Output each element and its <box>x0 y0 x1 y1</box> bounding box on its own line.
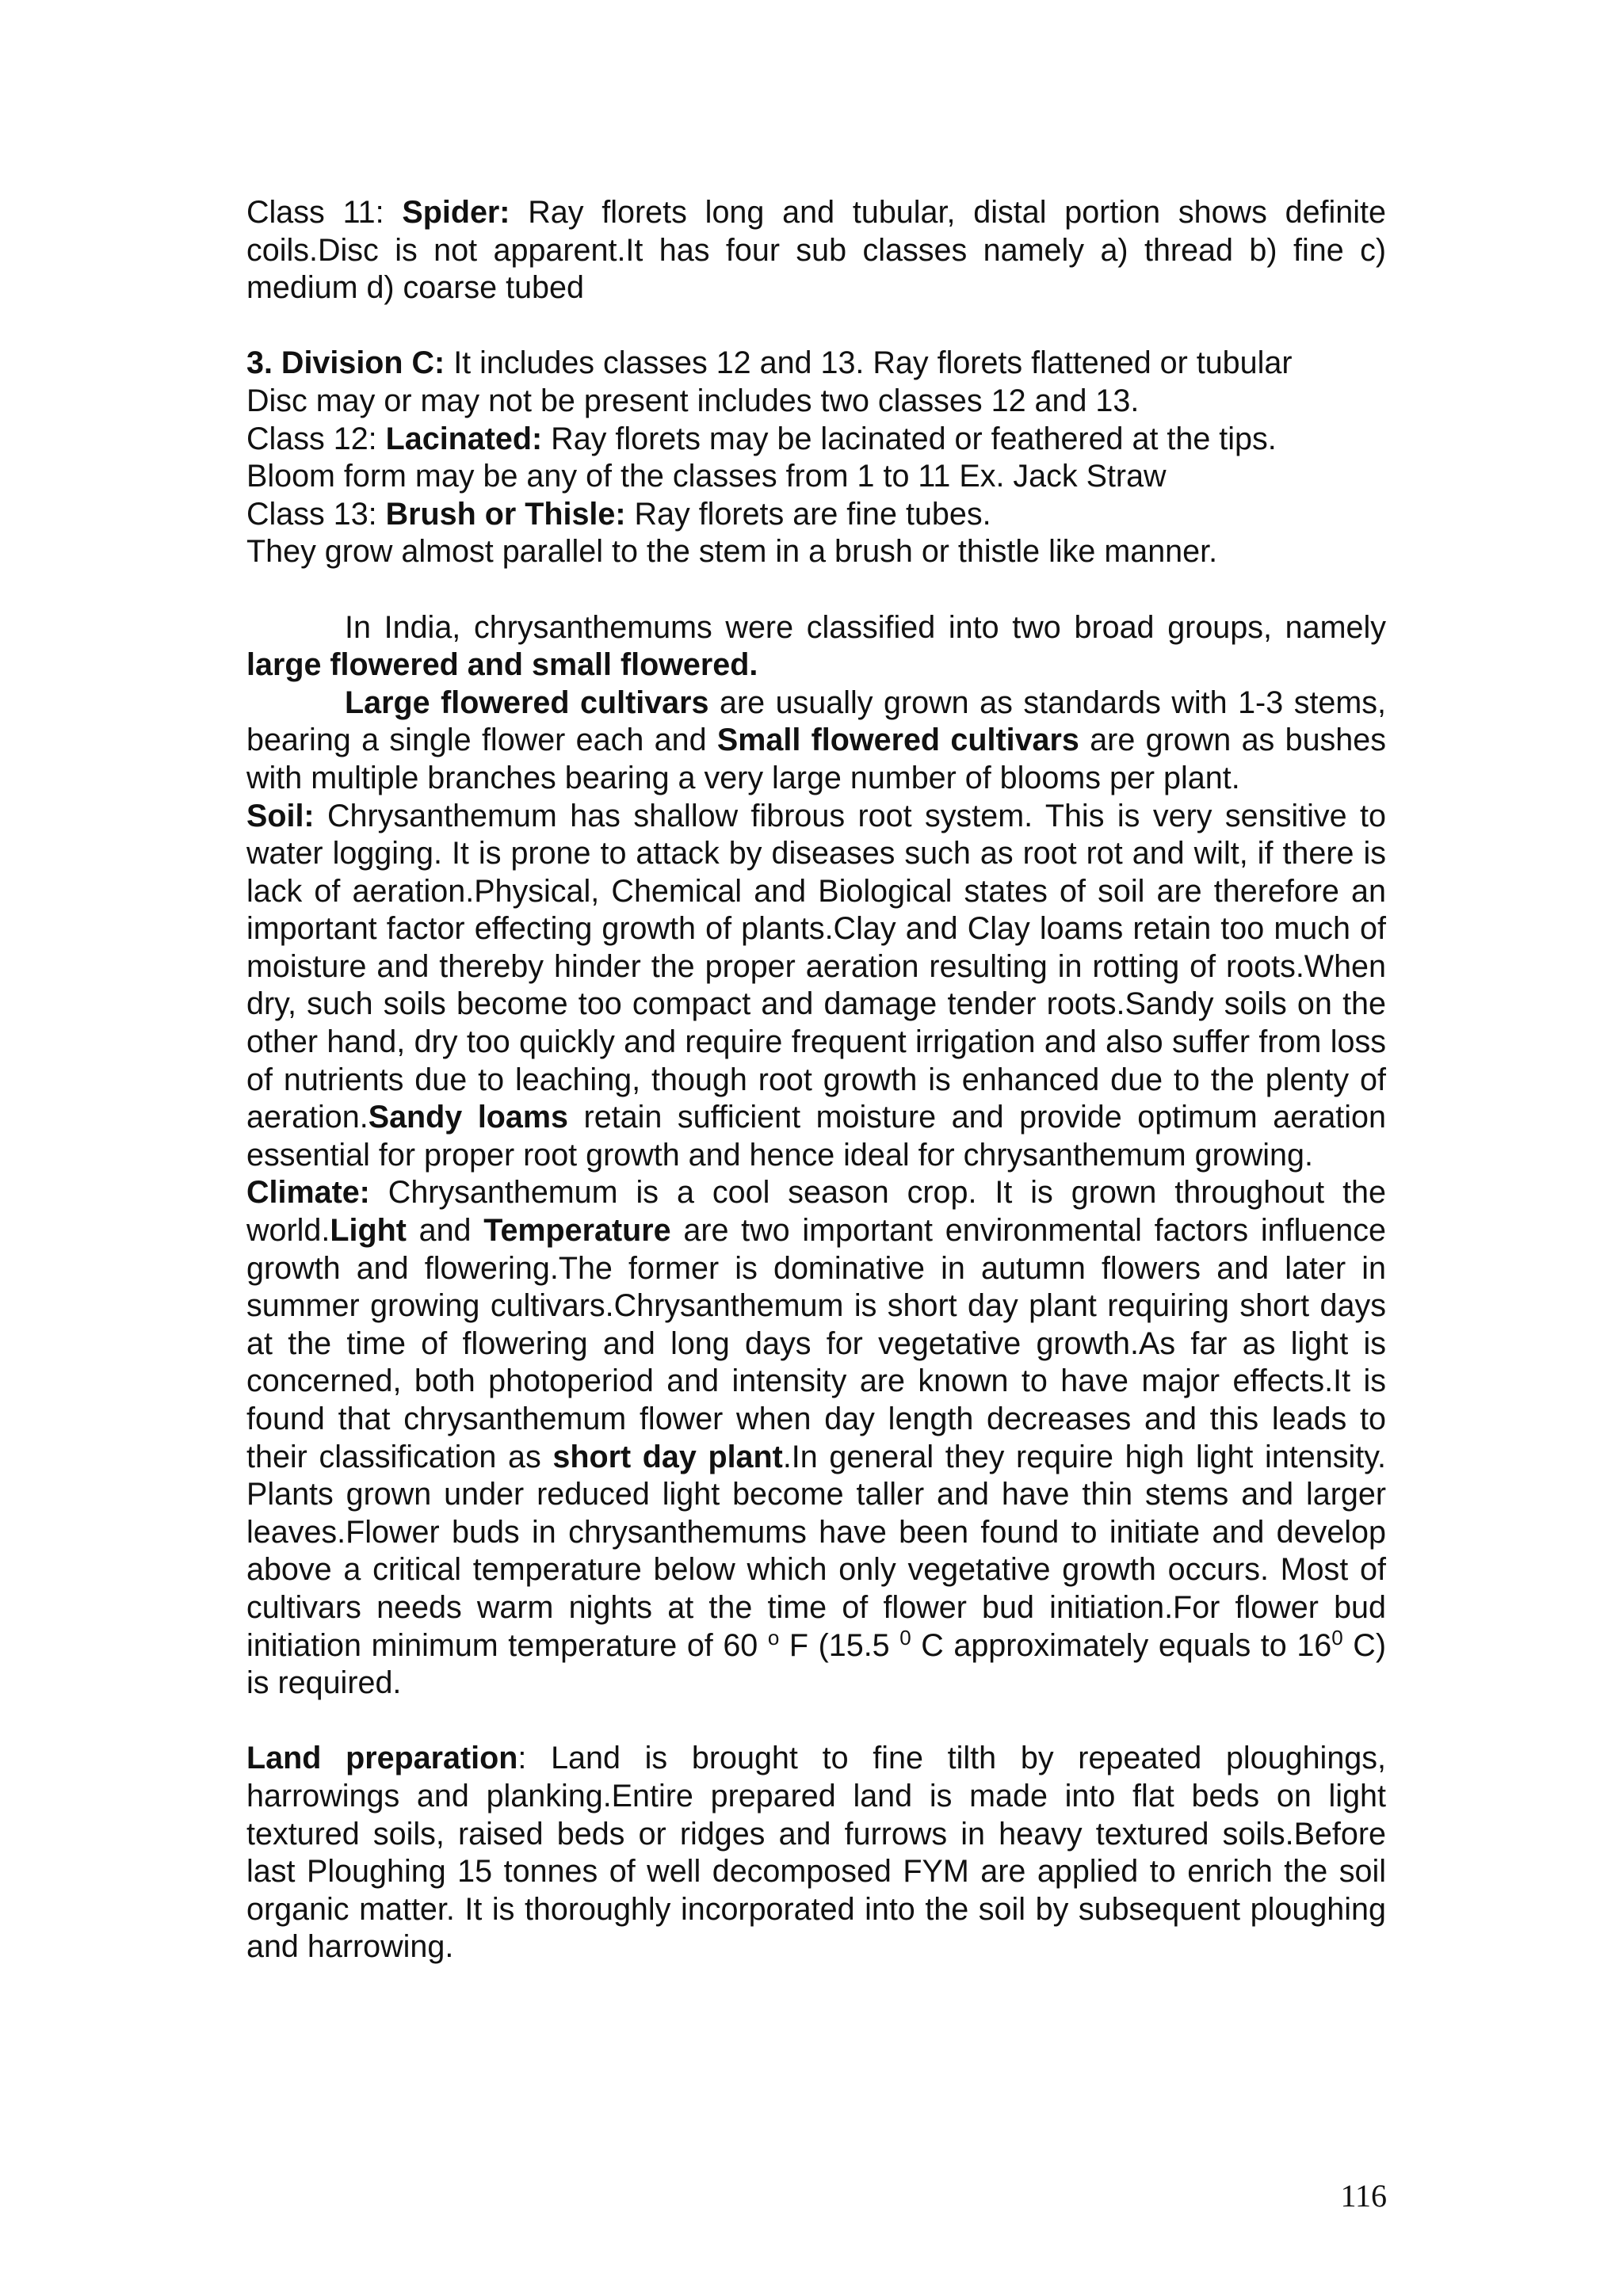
soil-text: retain sufficient moisture and provide optimum aeration essential for proper root growth and hence ideal for chrysanthemum growing. <box>246 1100 1386 1173</box>
class-11-paragraph <box>246 194 1386 307</box>
climate-text: C approximately equals to 16 <box>911 1627 1332 1663</box>
climate-text: .In general they require high light intensity. Plants grown under reduced light become taller and have thin stems and larger leaves.Flower buds in chrysanthemums have been found to initiate and develop above a critical temperature below which only vegetative growth occurs. Most of cultivars needs warm nights at the time of flower bud initiation.For flower bud initiation minimum temperature of 60 <box>246 1439 1386 1663</box>
climate-text: C) is required. <box>246 1627 1386 1701</box>
division-c-line-2: Disc may or may not be present includes two classes 12 and 13. <box>246 383 1140 418</box>
class-description: Ray florets long and tubular, distal portion shows definite coils.Disc is not apparent.It has four sub classes namely a) thread b) fine c) medium d) coarse tubed <box>246 195 1386 306</box>
degree-superscript: o <box>767 1625 780 1650</box>
class-description: Ray florets may be lacinated or feathered at the tips. <box>542 421 1277 456</box>
cultivars-text: are grown as bushes with multiple branches bearing a very large number of blooms per plant. <box>246 723 1386 795</box>
short-day-plant-term: short day plant <box>552 1439 783 1474</box>
paragraph-gap <box>246 307 1386 345</box>
class-description: Ray florets are fine tubes. <box>625 496 991 532</box>
class-13-line-1 <box>246 496 1386 534</box>
large-flowered-term: Large flowered cultivars <box>345 685 709 720</box>
soil-heading: Soil: <box>246 798 315 833</box>
small-flowered-term: Small flowered cultivars <box>716 723 1079 758</box>
class-12-line-2: Bloom form may be any of the classes from 1 to 11 Ex. Jack Straw <box>246 459 1167 494</box>
light-term: Light <box>330 1213 407 1249</box>
climate-text: F (15.5 <box>779 1627 900 1663</box>
climate-text: are two important environmental factors influence growth and flowering.The former is dominative in autumn flowers and later in summer growing cultivars.Chrysanthemum is short day plant requiring short days at the time of flowering and long days for vegetative growth.As far as light is concerned, both photoperiod and intensity are known to have major effects.It is found that chrysanthemum flower when day length decreases and this leads to their classification as <box>246 1213 1386 1474</box>
cultivars-paragraph <box>246 685 1386 798</box>
class-12-line-1 <box>246 421 1386 459</box>
class-label: Class 13: <box>246 496 386 532</box>
class-label: Class 12: <box>246 421 386 456</box>
climate-heading: Climate: <box>246 1175 370 1211</box>
page-number: 116 <box>1340 2178 1387 2214</box>
india-text: In India, chrysanthemums were classified into two broad groups, namely <box>345 609 1386 645</box>
land-preparation-text: : Land is brought to fine tilth by repeated ploughings, harrowings and planking.Entire prepared land is made into flat beds on light textured soils, raised beds or ridges and furrows in heavy textured soils.Before last Ploughing 15 tonnes of well decomposed FYM are applied to enrich the soil organic matter. It is thoroughly incorporated into the soil by subsequent ploughing and harrowing. <box>246 1741 1386 1965</box>
page-body <box>246 194 1386 1966</box>
land-preparation-heading: Land preparation <box>246 1741 518 1776</box>
india-bold: large flowered and small flowered. <box>246 647 758 683</box>
degree-superscript: 0 <box>899 1625 911 1650</box>
india-paragraph <box>246 609 1386 685</box>
climate-text: and <box>406 1213 484 1249</box>
class-name: Lacinated: <box>385 421 543 456</box>
division-heading: 3. Division C: <box>246 345 445 381</box>
sandy-loams-term: Sandy loams <box>368 1100 568 1135</box>
paragraph-gap <box>246 571 1386 609</box>
cultivars-text: are usually grown as standards with 1-3 stems, bearing a single flower each and <box>246 685 1387 758</box>
class-label: Class 11: <box>246 195 403 230</box>
temperature-term: Temperature <box>483 1213 671 1249</box>
land-preparation-paragraph <box>246 1740 1386 1966</box>
soil-paragraph <box>246 798 1386 1175</box>
climate-text: Chrysanthemum is a cool season crop. It is grown throughout the world. <box>246 1175 1386 1249</box>
division-text: It includes classes 12 and 13. Ray florets flattened or tubular <box>445 345 1293 381</box>
division-c-line-1 <box>246 345 1386 383</box>
class-name: Brush or Thisle: <box>385 496 626 532</box>
class-name: Spider: <box>402 195 510 230</box>
class-13-line-2: They grow almost parallel to the stem in a brush or thistle like manner. <box>246 534 1218 570</box>
paragraph-gap <box>246 1703 1386 1741</box>
degree-superscript: 0 <box>1331 1625 1343 1650</box>
soil-text: Chrysanthemum has shallow fibrous root system. This is very sensitive to water logging. It is prone to attack by diseases such as root rot and wilt, if there is lack of aeration.Physical, Chemical and Biological states of soil are therefore an important factor effecting growth of plants.Clay and Clay loams retain too much of moisture and thereby hinder the proper aeration resulting in rotting of roots.When dry, such soils become too compact and damage tender roots.Sandy soils on the other hand, dry too quickly and require frequent irrigation and also suffer from loss of nutrients due to leaching, though root growth is enhanced due to the plenty of aeration. <box>246 798 1386 1135</box>
climate-paragraph <box>246 1174 1386 1702</box>
